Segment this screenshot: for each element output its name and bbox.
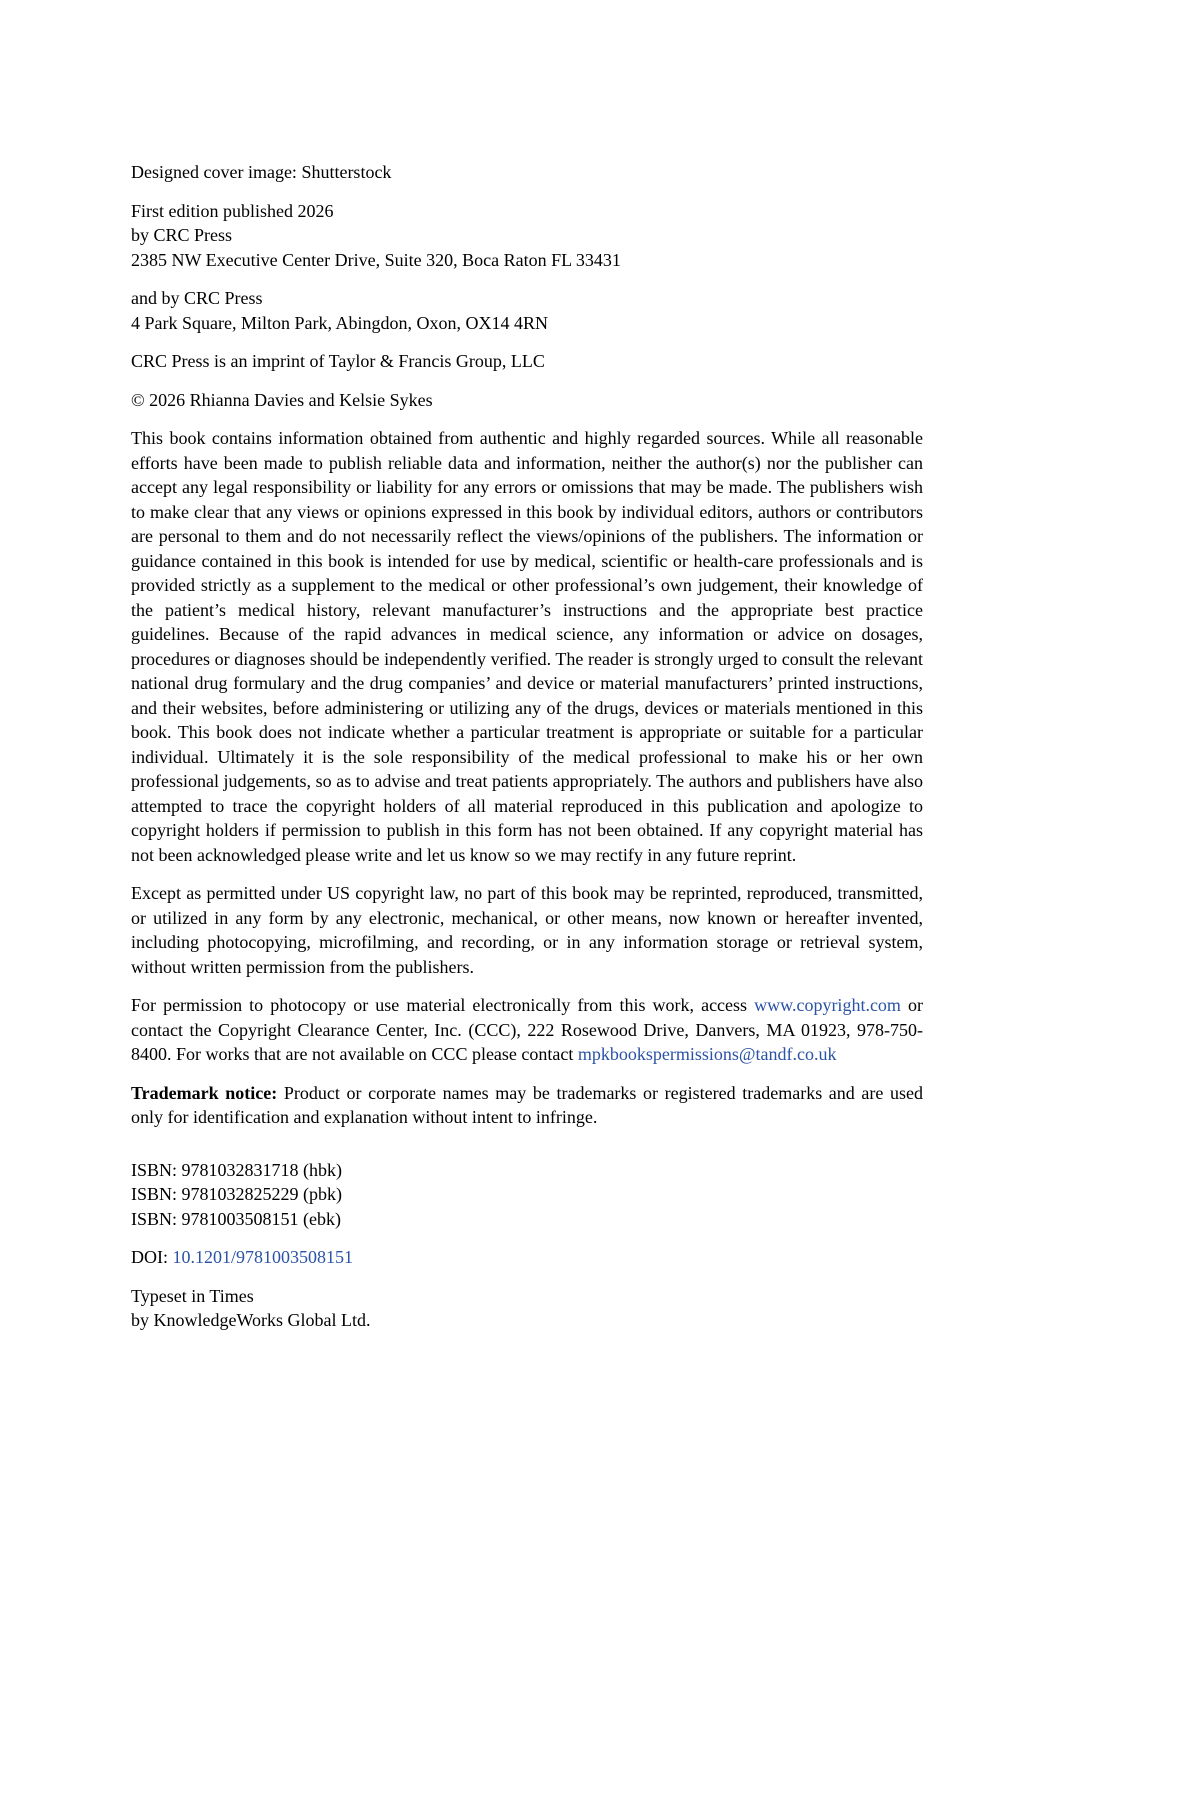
doi-label: DOI: xyxy=(131,1247,173,1267)
uk-publisher-line: and by CRC Press xyxy=(131,288,263,308)
copyright-com-link[interactable]: www.copyright.com xyxy=(754,995,901,1015)
uk-address-line: 4 Park Square, Milton Park, Abingdon, Oxon, OX14 4RN xyxy=(131,312,548,333)
typeset-block xyxy=(131,1284,923,1333)
trademark-notice-text: Product or corporate names may be trademarks or registered trademarks and are used only for identification and explanation without intent to infringe. xyxy=(131,1082,923,1127)
permissions-email-link[interactable]: mpkbookspermissions@tandf.co.uk xyxy=(577,1044,837,1064)
trademark-notice-label: Trademark notice: xyxy=(131,1082,278,1103)
permissions-text-1: For permission to photocopy or use material electronically from this work, access xyxy=(131,995,755,1015)
doi-link[interactable]: 10.1201/9781003508151 xyxy=(172,1247,354,1267)
us-address-line: 2385 NW Executive Center Drive, Suite 320, Boca Raton FL 33431 xyxy=(131,249,621,270)
us-copyright-paragraph: Except as permitted under US copyright law, no part of this book may be reprinted, reproduced, transmitted, or utilized in any form by any electronic, mechanical, or other means, now known or hereafter invented, including photocopying, microfilming, and recording, or in any information storage or retrieval system, without written permission from the publishers. xyxy=(131,883,923,977)
imprint-statement: CRC Press is an imprint of Taylor & Francis Group, LLC xyxy=(131,351,545,371)
edition-address-block xyxy=(131,199,923,273)
edition-line: First edition published 2026 xyxy=(131,200,334,221)
doi-block xyxy=(131,1245,923,1270)
typeset-line: Typeset in Times xyxy=(131,1285,254,1306)
isbn-hbk: ISBN: 9781032831718 (hbk) xyxy=(131,1159,342,1180)
publisher-line: by CRC Press xyxy=(131,225,233,245)
copyright-statement: © 2026 Rhianna Davies and Kelsie Sykes xyxy=(131,389,433,410)
cover-image-credit: Designed cover image: Shutterstock xyxy=(131,162,392,182)
uk-address-block xyxy=(131,286,923,335)
isbn-block xyxy=(131,1158,923,1232)
typesetter-line: by KnowledgeWorks Global Ltd. xyxy=(131,1310,371,1330)
permissions-text-2: or contact the Copyright Clearance Center, Inc. (CCC), 222 Rosewood Drive, Danvers, MA 01923, 978-750-8400. For works that are not available on CCC please contact xyxy=(131,995,923,1064)
isbn-ebk: ISBN: 9781003508151 (ebk) xyxy=(131,1208,341,1229)
disclaimer-paragraph: This book contains information obtained from authentic and highly regarded sources. While all reasonable efforts have been made to publish reliable data and information, neither the author(s) nor the publisher can accept any legal responsibility or liability for any errors or omissions that may be made. The publishers wish to make clear that any views or opinions expressed in this book by individual editors, authors or contributors are personal to them and do not necessarily reflect the views/opinions of the publishers. The information or guidance contained in this book is intended for use by medical, scientific or health-care professionals and is provided strictly as a supplement to the medical or other professional’s own judgement, their knowledge of the patient’s medical history, relevant manufacturer’s instructions and the appropriate best practice guidelines. Because of the rapid advances in medical science, any information or advice on dosages, procedures or diagnoses should be independently verified. The reader is strongly urged to consult the relevant national drug formulary and the drug companies’ and device or material manufacturers’ printed instructions, and their websites, before administering or utilizing any of the drugs, devices or materials mentioned in this book. This book does not indicate whether a particular treatment is appropriate or suitable for a particular individual. Ultimately it is the sole responsibility of the medical professional to make his or her own professional judgements, so as to advise and treat patients appropriately. The authors and publishers have also attempted to trace the copyright holders of all material reproduced in this publication and apologize to copyright holders if permission to publish in this form has not been obtained. If any copyright material has not been acknowledged please write and let us know so we may rectify in any future reprint. xyxy=(131,428,923,865)
isbn-pbk: ISBN: 9781032825229 (pbk) xyxy=(131,1184,342,1204)
permissions-paragraph xyxy=(131,993,923,1067)
trademark-notice-paragraph xyxy=(131,1081,923,1130)
